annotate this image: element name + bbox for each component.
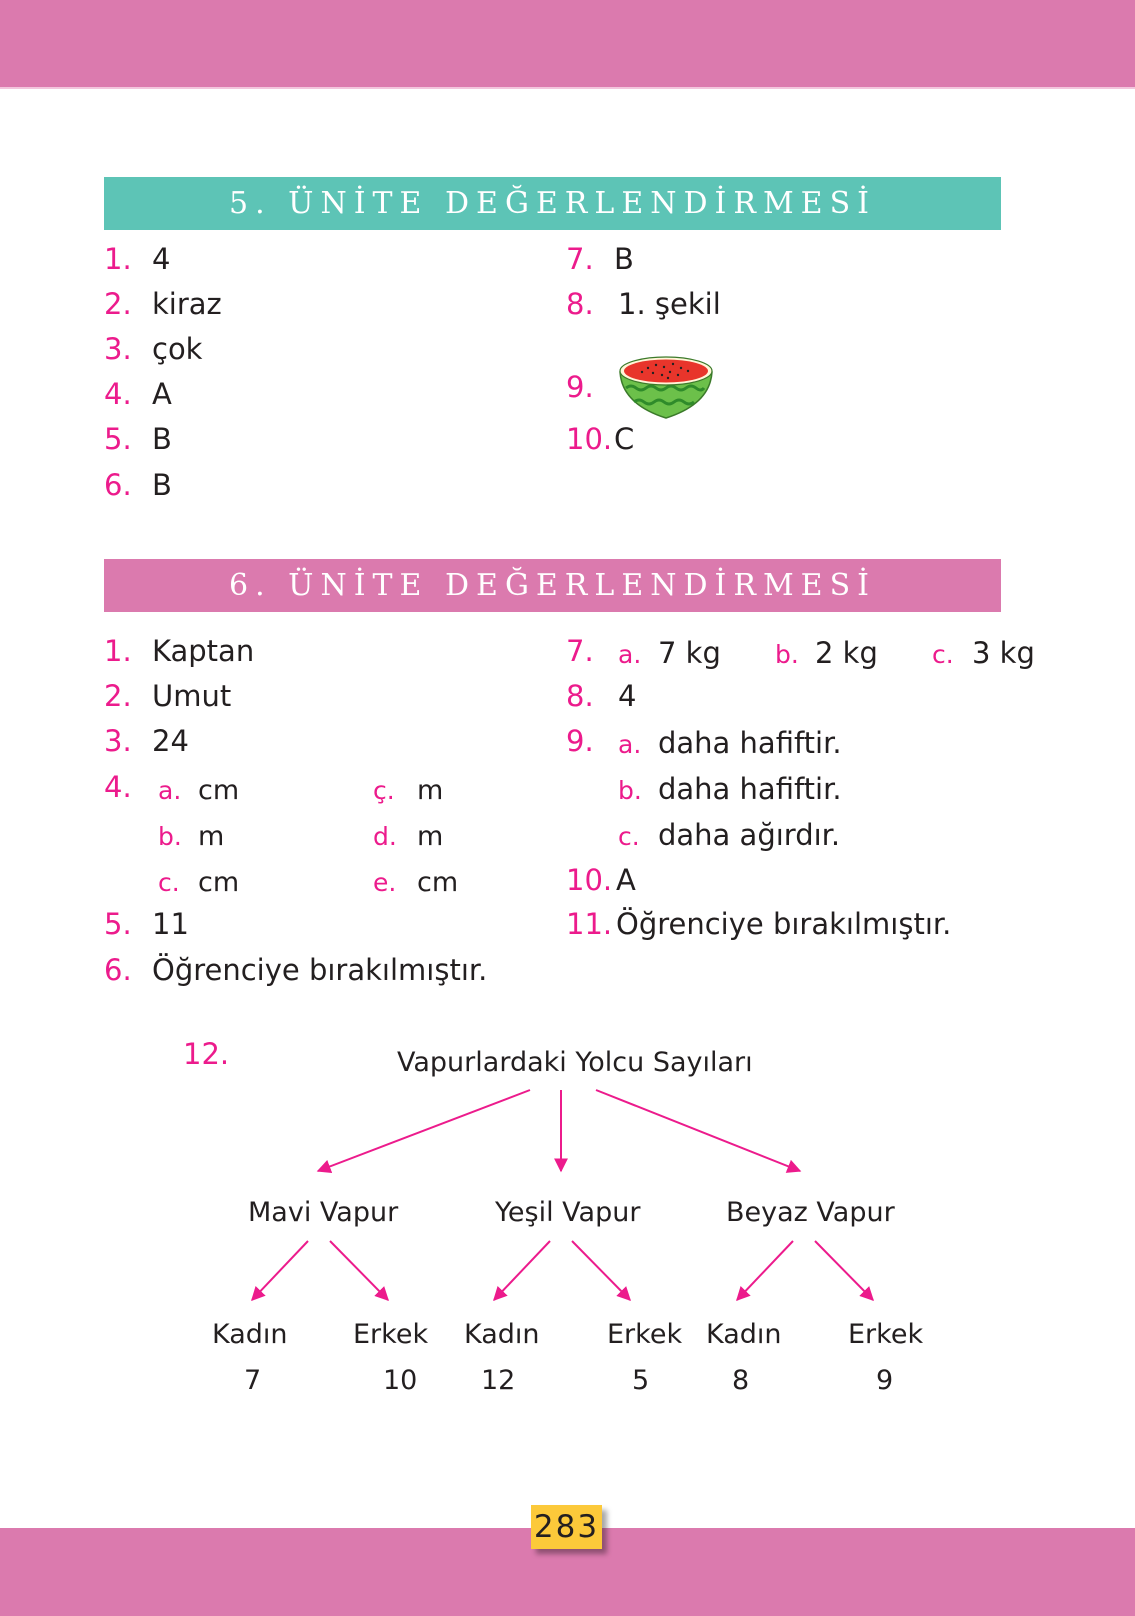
question-number: 7. <box>566 634 594 668</box>
question-number: 5. <box>104 422 132 456</box>
question-number: 6. <box>104 468 132 502</box>
part-letter: c. <box>158 868 180 897</box>
mavi-women-count: 7 <box>244 1365 262 1396</box>
answer-text: 11 <box>152 907 189 941</box>
part-letter: a. <box>618 640 642 669</box>
answer-text: m <box>417 821 444 852</box>
question-number: 1. <box>104 634 132 668</box>
answer-text: çok <box>152 332 203 366</box>
question-number: 3. <box>104 332 132 366</box>
answer-text: 4 <box>152 242 171 276</box>
question-number: 5. <box>104 907 132 941</box>
part-letter: b. <box>775 640 799 669</box>
mavi-men-label: Erkek <box>353 1319 429 1350</box>
part-letter: d. <box>373 822 397 851</box>
question-number: 8. <box>566 287 594 321</box>
question-number: 8. <box>566 679 594 713</box>
mavi-women-label: Kadın <box>212 1319 288 1350</box>
question-number: 2. <box>104 679 132 713</box>
question-number: 10. <box>566 863 613 897</box>
answer-text: kiraz <box>152 287 222 321</box>
answer-text: Öğrenciye bırakılmıştır. <box>616 907 952 941</box>
unit6-header: 6. ÜNİTE DEĞERLENDİRMESİ <box>104 559 1001 612</box>
question-number: 7. <box>566 242 594 276</box>
question-number: 10. <box>566 422 613 456</box>
answer-text: 2 kg <box>815 636 878 670</box>
tree-root-label: Vapurlardaki Yolcu Sayıları <box>397 1047 753 1078</box>
answer-text: m <box>198 821 225 852</box>
answer-text: A <box>616 863 636 897</box>
part-letter: e. <box>373 868 397 897</box>
beyaz-women-count: 8 <box>732 1365 750 1396</box>
answer-text: C <box>614 422 635 456</box>
question-number: 4. <box>104 377 132 411</box>
branch-mavi-vapur: Mavi Vapur <box>248 1197 399 1228</box>
answer-text: daha hafiftir. <box>658 726 842 760</box>
yesil-women-label: Kadın <box>464 1319 540 1350</box>
part-letter: c. <box>932 640 954 669</box>
answer-text: 1. şekil <box>618 287 721 321</box>
answer-text: m <box>417 775 444 806</box>
branch-beyaz-vapur: Beyaz Vapur <box>726 1197 895 1228</box>
answer-text: 4 <box>618 679 637 713</box>
unit5-header: 5. ÜNİTE DEĞERLENDİRMESİ <box>104 177 1001 230</box>
answer-text: 3 kg <box>972 636 1035 670</box>
answer-text: B <box>152 468 172 502</box>
yesil-men-label: Erkek <box>607 1319 683 1350</box>
beyaz-men-count: 9 <box>876 1365 894 1396</box>
question-number: 11. <box>566 907 613 941</box>
answer-text: daha ağırdır. <box>658 818 841 852</box>
beyaz-men-label: Erkek <box>848 1319 924 1350</box>
mavi-men-count: 10 <box>383 1365 418 1396</box>
answer-text: cm <box>198 775 240 806</box>
part-letter: a. <box>158 776 182 805</box>
question-number: 6. <box>104 953 132 987</box>
part-letter: b. <box>158 822 182 851</box>
question-number: 12. <box>183 1037 230 1071</box>
question-number: 1. <box>104 242 132 276</box>
part-letter: ç. <box>373 776 395 805</box>
yesil-men-count: 5 <box>632 1365 650 1396</box>
part-letter: c. <box>618 822 640 851</box>
answer-text: A <box>152 377 172 411</box>
answer-text: 7 kg <box>658 636 721 670</box>
part-letter: a. <box>618 730 642 759</box>
question-number: 9. <box>566 724 594 758</box>
answer-text: Kaptan <box>152 634 255 668</box>
question-number: 2. <box>104 287 132 321</box>
yesil-women-count: 12 <box>481 1365 516 1396</box>
answer-text: B <box>614 242 634 276</box>
answer-text: Umut <box>152 679 232 713</box>
answer-text: daha hafiftir. <box>658 772 842 806</box>
answer-text: cm <box>198 867 240 898</box>
question-number: 9. <box>566 370 594 404</box>
beyaz-women-label: Kadın <box>706 1319 782 1350</box>
answer-text: B <box>152 422 172 456</box>
page-number: 283 <box>531 1505 602 1549</box>
question-number: 3. <box>104 724 132 758</box>
part-letter: b. <box>618 776 642 805</box>
answer-text: Öğrenciye bırakılmıştır. <box>152 953 488 987</box>
answer-text: 24 <box>152 724 189 758</box>
question-number: 4. <box>104 770 132 804</box>
answer-text: cm <box>417 867 459 898</box>
branch-yesil-vapur: Yeşil Vapur <box>495 1197 641 1228</box>
